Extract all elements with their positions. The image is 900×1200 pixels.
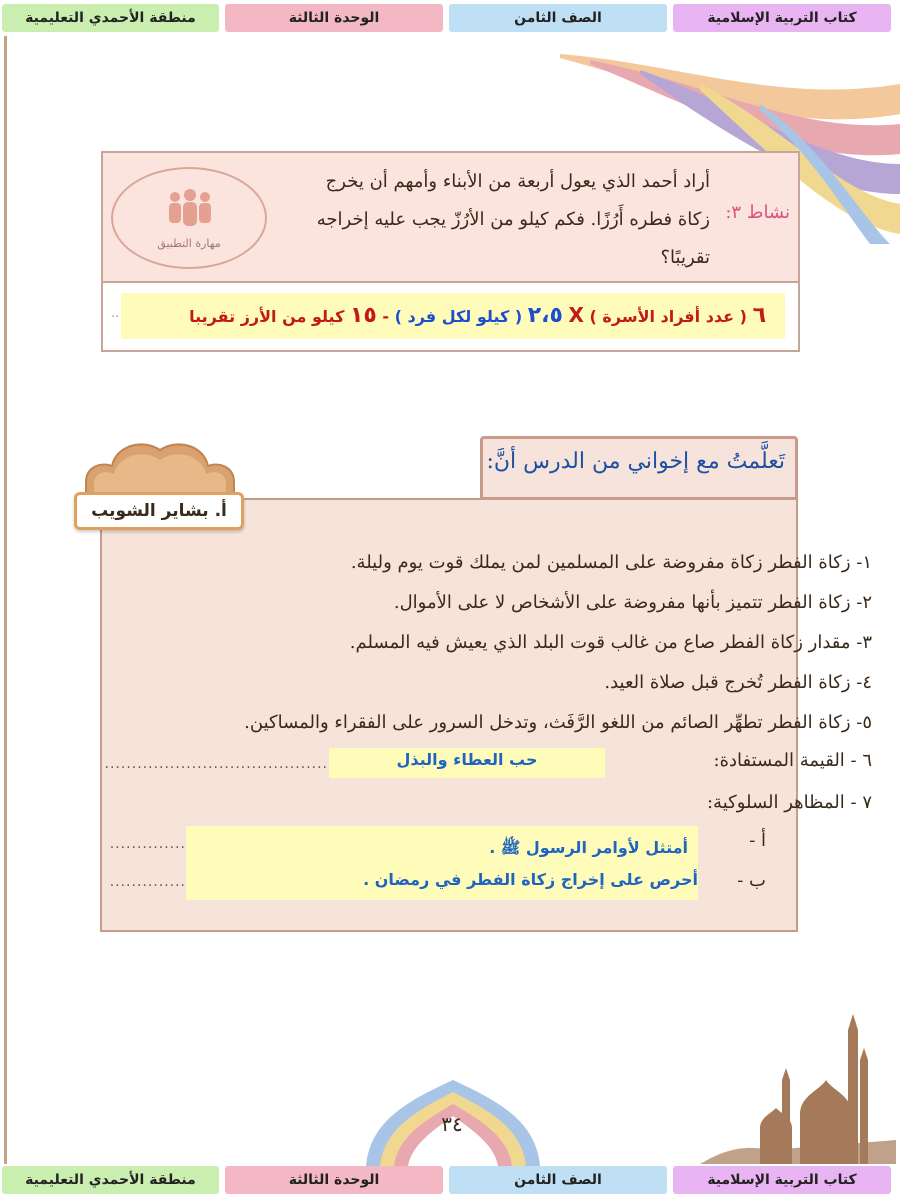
answer-family-count: ٦	[752, 303, 766, 328]
learned-item-2: ٢- زكاة الفطر تتميز بأنها مفروضة على الأشخاص لا على الأموال.	[393, 592, 872, 613]
activity-line: تقريبًا؟	[660, 247, 710, 268]
footer-bar	[0, 1166, 900, 1198]
activity-question-panel	[103, 153, 798, 283]
header-region-tab: منطقة الأحمدي التعليمية	[2, 4, 219, 32]
behaviour-dots-1: ..............	[109, 836, 186, 852]
value-label: ٦ - القيمة المستفادة:	[713, 750, 872, 771]
footer-book-tab: كتاب التربية الإسلامية	[673, 1166, 891, 1194]
skill-label: مهارة التطبيق	[157, 237, 221, 250]
answer-dots: ..	[111, 306, 120, 321]
footer-unit-tab: الوحدة الثالثة	[225, 1166, 443, 1194]
page-number: ٣٤	[441, 1112, 463, 1136]
activity-answer	[189, 303, 766, 328]
header-bar	[0, 4, 900, 36]
header-grade-tab: الصف الثامن	[449, 4, 667, 32]
behaviour-dots-2: ..............	[109, 874, 186, 890]
author-label: أ. بشاير الشويب	[74, 492, 244, 530]
skill-badge	[111, 167, 267, 269]
equals-sign: -	[382, 307, 390, 326]
mosque-silhouette	[700, 1010, 896, 1164]
answer-family-label: ( عدد أفراد الأسرة )	[589, 307, 747, 326]
answer-total: ١٥	[349, 303, 377, 328]
learned-item-5: ٥- زكاة الفطر تطهِّر الصائم من اللغو الرَّفَث، وتدخل السرور على الفقراء والمساكين.	[244, 712, 872, 733]
footer-region-tab: منطقة الأحمدي التعليمية	[2, 1166, 219, 1194]
activity-line: أراد أحمد الذي يعول أربعة من الأبناء وأمهم أن يخرج	[325, 171, 710, 192]
header-unit-tab: الوحدة الثالثة	[225, 4, 443, 32]
value-dots-left: .........................................	[104, 756, 328, 772]
behaviour-label: ٧ - المظاهر السلوكية:	[706, 792, 872, 813]
activity-label: نشاط ٣:	[725, 202, 790, 223]
answer-kilo-per-person: ٢،٥	[527, 303, 563, 328]
answer-tail: كيلو من الأرز تقريبا	[189, 307, 345, 326]
multiply-sign: X	[568, 303, 584, 327]
behaviour-2: أحرص على إخراج زكاة الفطر في رمضان .	[363, 870, 698, 889]
behaviour-1: أمتثل لأوامر الرسول ﷺ .	[489, 838, 688, 857]
learned-title-box	[480, 436, 798, 500]
learned-item-4: ٤- زكاة الفطر تُخرج قبل صلاة العيد.	[604, 672, 872, 693]
people-group-icon	[165, 187, 215, 229]
value-answer: حب العطاء والبذل	[396, 750, 538, 769]
activity-line: زكاة فطره أَرُزًا. فكم كيلو من الأرُزّ يجب عليه إخراجه	[316, 209, 710, 230]
answer-kilo-label: ( كيلو لكل فرد )	[394, 307, 523, 326]
header-book-tab: كتاب التربية الإسلامية	[673, 4, 891, 32]
bullet-a: أ -	[749, 830, 766, 851]
learned-item-1: ١- زكاة الفطر زكاة مفروضة على المسلمين لمن يملك قوت يوم وليلة.	[350, 552, 872, 573]
page-border	[4, 36, 7, 1164]
footer-grade-tab: الصف الثامن	[449, 1166, 667, 1194]
bullet-b: ب -	[737, 870, 766, 891]
activity-box	[101, 151, 800, 352]
learned-title: تَعلَّمتُ مع إخواني من الدرس أنَّ:	[486, 449, 785, 474]
learned-item-3: ٣- مقدار زكاة الفطر صاع من غالب قوت البلد الذي يعيش فيه المسلم.	[349, 632, 872, 653]
activity-question	[270, 163, 710, 277]
